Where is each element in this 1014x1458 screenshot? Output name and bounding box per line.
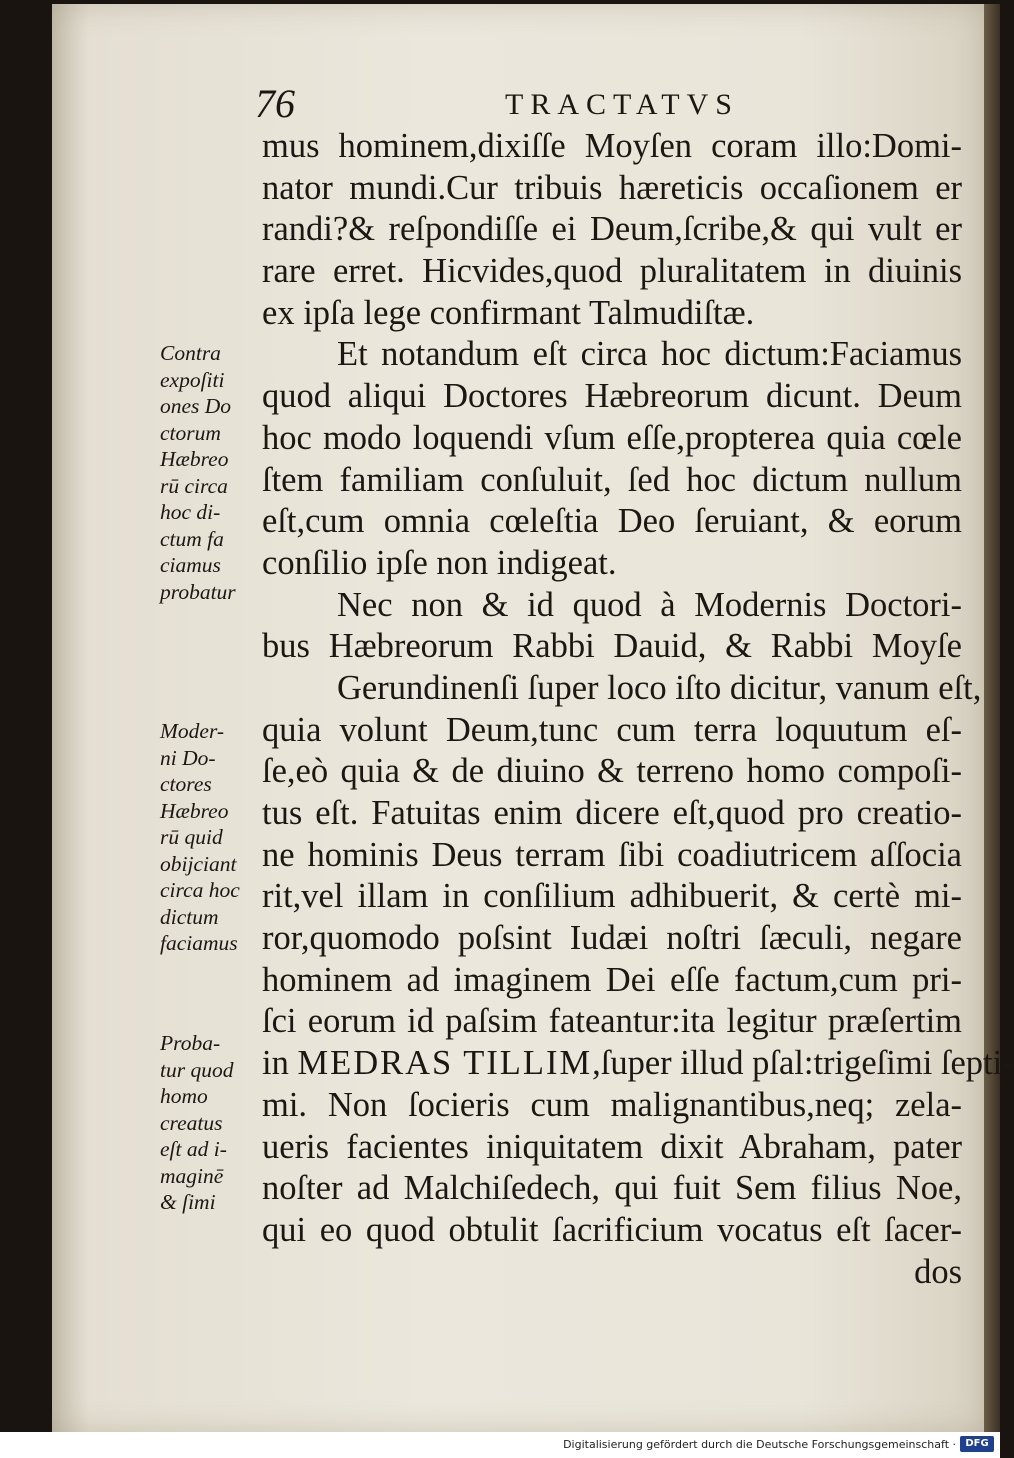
text-line: hoc modo loquendi vſum eſſe,propterea quia cœle [262, 418, 962, 457]
running-title: TRACTATVS [505, 88, 739, 121]
text-line: in MEDRAS TILLIM,ſuper illud pſal:trigeſimi ſepti- [262, 1044, 1014, 1083]
margin-note-line: & ſimi [160, 1190, 216, 1214]
margin-note-line: Hæbreo [160, 447, 229, 471]
page-header [255, 80, 955, 124]
text-line: qui eo quod obtulit ſacrificium vocatus eſt ſacer- [262, 1210, 962, 1249]
margin-note-line: ctum fa [160, 526, 224, 551]
margin-note-line: rū circa [160, 473, 228, 498]
text-line: rare erret. Hicvides,quod pluralitatem in diuinis [262, 252, 962, 291]
margin-note-line: ctores [160, 772, 212, 796]
text-line: ueris facientes iniquitatem dixit Abraham, pater [262, 1127, 962, 1166]
text-line: ex ipſa lege confirmant Talmudiſtæ. [262, 293, 755, 332]
margin-note [160, 340, 260, 605]
text-line: tus eſt. Fatuitas enim dicere eſt,quod pro creatio- [262, 794, 962, 832]
text-line: rit,vel illam in conſilium adhibuerit, & certè mi- [262, 877, 962, 916]
margin-note-line: rū quid [160, 825, 223, 849]
margin-note-line: Contra [160, 341, 221, 365]
margin-note-line: dictum [160, 904, 219, 929]
catchword: dos [914, 1252, 962, 1291]
margin-note [160, 1030, 260, 1216]
margin-note-line: maginē [160, 1163, 224, 1188]
margin-note-line: homo [160, 1084, 208, 1108]
text-line: randi?& reſpondiſſe ei Deum,ſcribe,& qui vult er [262, 210, 962, 249]
margin-note-line: Hæbreo [160, 798, 229, 823]
margin-note-line: ciamus [160, 553, 221, 577]
margin-note-line: faciamus [160, 931, 238, 955]
dfg-logo-icon: DFG [960, 1436, 994, 1452]
text-line: quod aliqui Doctores Hæbreorum dicunt. Deum [262, 377, 962, 416]
text-line: mus hominem,dixiſſe Moyſen coram illo:Domi- [262, 127, 962, 165]
margin-note-line: probatur [160, 579, 236, 604]
text-line: ſci eorum id paſsim fateantur:ita legitur præſertim [262, 1002, 962, 1041]
text-line: ne hominis Deus terram ſibi coadiutricem aſſocia [262, 835, 962, 874]
text-line: Gerundinenſi ſuper loco iſto dicitur, vanum eſt, [337, 668, 982, 707]
margin-note-line: ni Do- [160, 745, 216, 770]
text-line: ſe,eò quia & de diuino & terreno homo compoſi- [262, 752, 962, 791]
main-text-block [262, 126, 1014, 1293]
page-number: 76 [255, 81, 295, 126]
margin-note-line: tur quod [160, 1057, 234, 1082]
margin-note-line: ctorum [160, 420, 221, 445]
text-line: hominem ad imaginem Dei eſſe factum,cum pri- [262, 960, 962, 999]
text-line: quia volunt Deum,tunc cum terra loquutum eſ- [262, 710, 962, 749]
text-line: ror,quomodo poſsint Iudæi noſtri ſæculi, negare [262, 919, 962, 958]
text-line: noſter ad Malchiſedech, qui fuit Sem filius Noe, [262, 1169, 962, 1208]
text-line: Et notandum eſt circa hoc dictum:Faciamus [337, 335, 962, 374]
margin-note-line: creatus [160, 1110, 223, 1135]
page-edge [984, 4, 1000, 1432]
margin-note-line: obijciant [160, 851, 237, 876]
small-caps-title: MEDRAS TILLIM [297, 1044, 593, 1083]
margin-note [160, 718, 260, 957]
margin-note-line: Proba- [160, 1031, 221, 1055]
margin-note-line: eſt ad i- [160, 1137, 227, 1161]
text-line: ſtem familiam conſuluit, ſed hoc dictum nullum [262, 460, 962, 499]
text-line: eſt,cum omnia cœleſtia Deo ſeruiant, & eorum [262, 502, 962, 541]
margin-note-line: ones Do [160, 394, 232, 418]
text-line: conſilio ipſe non indigeat. [262, 543, 617, 582]
text-line: Nec non & id quod à Modernis Doctori- [337, 585, 962, 624]
margin-note-line: hoc di- [160, 500, 221, 524]
margin-note-line: expoſiti [160, 367, 225, 392]
text-line: nator mundi.Cur tribuis hæreticis occaſionem er [262, 168, 962, 207]
text-line: bus Hæbreorum Rabbi Dauid, & Rabbi Moyſe [262, 627, 962, 666]
margin-note-line: circa hoc [160, 878, 240, 902]
margin-note-line: Moder- [160, 719, 225, 743]
text-line: mi. Non ſocieris cum malignantibus,neq; zela- [262, 1085, 962, 1124]
footer-bar [0, 1432, 1000, 1458]
footer-credit: Digitalisierung gefördert durch die Deutsche Forschungsgemeinschaft · [563, 1438, 956, 1451]
